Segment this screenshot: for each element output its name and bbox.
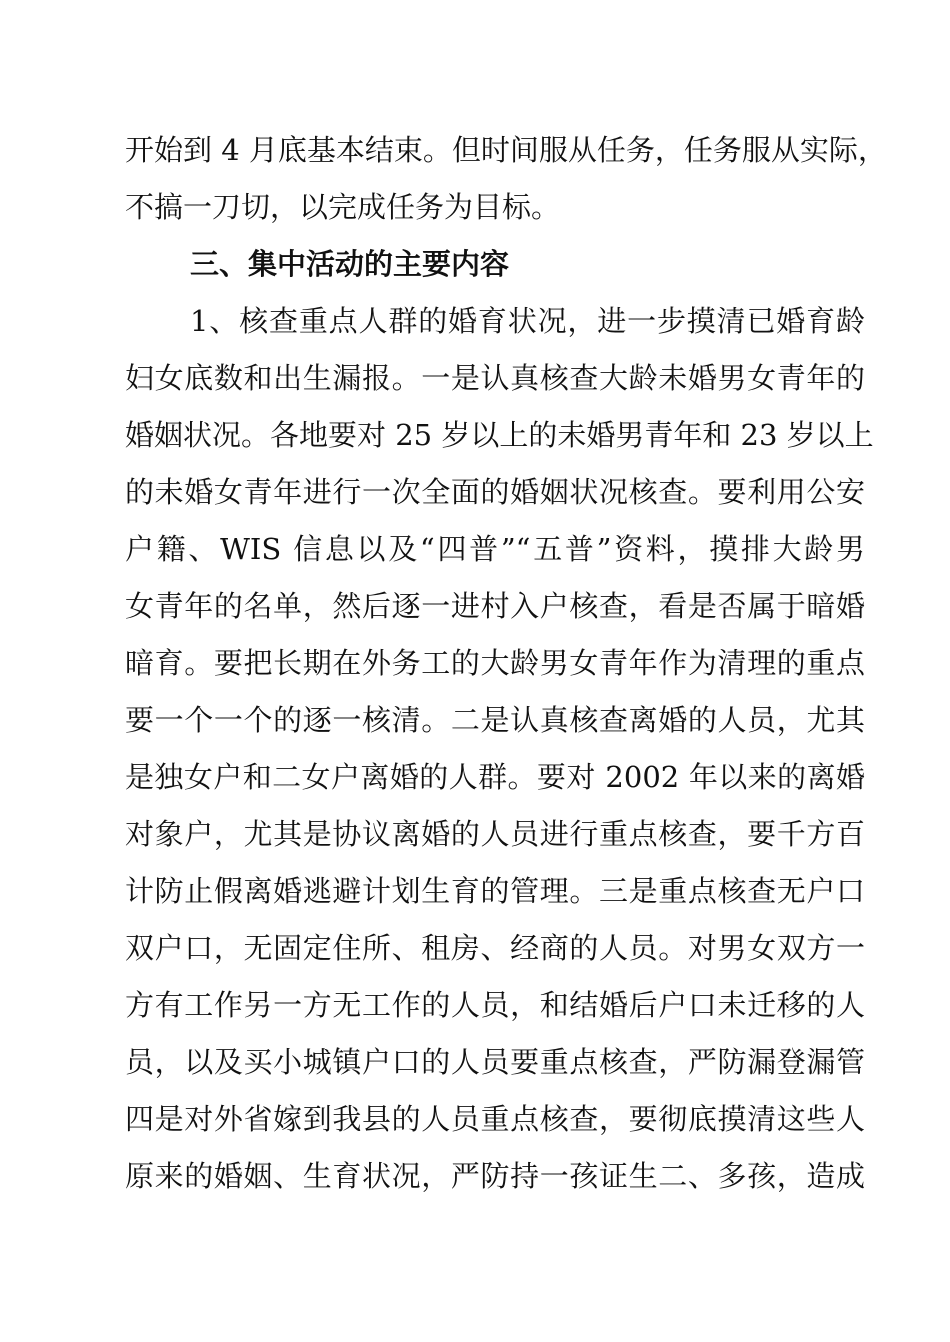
paragraph-line-11: 要一个一个的逐一核清。二是认真核查离婚的人员，尤其	[125, 703, 865, 737]
paragraph-line-9: 女青年的名单，然后逐一进村入户核查，看是否属于暗婚	[125, 589, 865, 623]
paragraph-line-8: 户籍、WIS 信息以及“四普”“五普”资料，摸排大龄男	[125, 532, 865, 566]
paragraph-line-19: 原来的婚姻、生育状况，严防持一孩证生二、多孩，造成	[125, 1159, 865, 1193]
paragraph-line-13: 对象户，尤其是协议离婚的人员进行重点核查，要千方百	[125, 817, 865, 851]
paragraph-line-14: 计防止假离婚逃避计划生育的管理。三是重点核查无户口	[125, 874, 865, 908]
paragraph-line-1: 开始到 4 月底基本结束。但时间服从任务，任务服从实际，	[125, 133, 887, 167]
paragraph-line-7: 的未婚女青年进行一次全面的婚姻状况核查。要利用公安	[125, 475, 865, 509]
paragraph-line-18: 四是对外省嫁到我县的人员重点核查，要彻底摸清这些人	[125, 1102, 865, 1136]
paragraph-line-6: 婚姻状况。各地要对 25 岁以上的未婚男青年和 23 岁以上	[125, 418, 874, 452]
paragraph-line-15: 双户口，无固定住所、租房、经商的人员。对男女双方一	[125, 931, 865, 965]
paragraph-line-12: 是独女户和二女户离婚的人群。要对 2002 年以来的离婚	[125, 760, 865, 794]
paragraph-line-4: 1、核查重点人群的婚育状况，进一步摸清已婚育龄	[190, 304, 865, 338]
paragraph-line-10: 暗育。要把长期在外务工的大龄男女青年作为清理的重点	[125, 646, 865, 680]
paragraph-line-5: 妇女底数和出生漏报。一是认真核查大龄未婚男女青年的	[125, 361, 865, 395]
paragraph-line-2: 不搞一刀切，以完成任务为目标。	[125, 190, 561, 224]
section-heading: 三、集中活动的主要内容	[190, 247, 510, 281]
paragraph-line-16: 方有工作另一方无工作的人员，和结婚后户口未迁移的人	[125, 988, 865, 1022]
paragraph-line-17: 员，以及买小城镇户口的人员要重点核查，严防漏登漏管	[125, 1045, 865, 1079]
